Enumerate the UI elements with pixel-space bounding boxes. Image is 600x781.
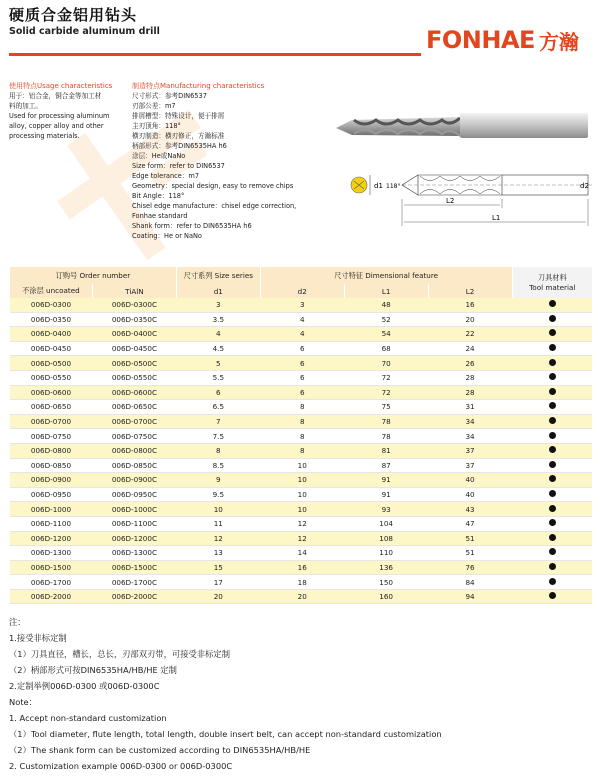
table-cell: 006D-1100	[10, 516, 93, 531]
spec-table	[9, 267, 592, 604]
table-cell: 006D-0650C	[92, 400, 176, 415]
drill-end-view	[351, 177, 367, 193]
table-cell: 81	[344, 443, 428, 458]
tool-material-cell	[512, 443, 592, 458]
table-cell: 006D-0750C	[92, 429, 176, 444]
tool-material-cell	[512, 356, 592, 371]
table-cell: 3.5	[176, 312, 260, 327]
table-cell: 15	[176, 560, 260, 575]
table-cell: 72	[344, 370, 428, 385]
header-L2: L2	[428, 284, 512, 298]
table-cell: 6	[260, 385, 344, 400]
tool-material-cell	[512, 327, 592, 342]
table-cell: 43	[428, 502, 512, 517]
table-cell: 12	[260, 516, 344, 531]
table-cell: 40	[428, 487, 512, 502]
table-cell: 006D-0600C	[92, 385, 176, 400]
mfg-line: Chisel edge manufacture：chisel edge correction,	[132, 202, 297, 210]
table-row	[10, 546, 593, 561]
table-cell: 3	[176, 298, 260, 312]
available-dot-icon	[549, 373, 556, 380]
tool-material-cell	[512, 414, 592, 429]
usage-line: processing materials.	[9, 132, 80, 140]
L2-label: L2	[446, 197, 455, 205]
table-cell: 006D-1000C	[92, 502, 176, 517]
table-cell: 006D-0550	[10, 370, 93, 385]
table-cell: 17	[176, 575, 260, 590]
table-cell: 10	[260, 458, 344, 473]
table-cell: 11	[176, 516, 260, 531]
table-cell: 006D-0900	[10, 473, 93, 488]
header-divider	[9, 53, 421, 56]
table-row	[10, 473, 593, 488]
mfg-line: 排屑槽型：特殊设计，便于排屑	[132, 112, 225, 120]
table-cell: 006D-0750	[10, 429, 93, 444]
header-uncoated: 不涂层 uncoated	[10, 284, 93, 298]
mfg-line: 刃部公差：m7	[132, 102, 176, 110]
table-cell: 006D-1300	[10, 546, 93, 561]
table-cell: 10	[260, 487, 344, 502]
tool-material-cell	[512, 575, 592, 590]
available-dot-icon	[549, 505, 556, 512]
table-cell: 006D-1300C	[92, 546, 176, 561]
table-cell: 93	[344, 502, 428, 517]
table-cell: 8.5	[176, 458, 260, 473]
tool-material-cell	[512, 516, 592, 531]
note-line: 2.定制举例006D-0300 或006D-0300C	[9, 681, 160, 691]
tool-material-en: Tool material	[529, 282, 576, 292]
usage-line: 用于：铝合金，铜合金等加工材	[9, 92, 102, 100]
table-cell: 006D-0900C	[92, 473, 176, 488]
table-cell: 006D-0300	[10, 298, 93, 312]
table-cell: 8	[176, 443, 260, 458]
table-cell: 34	[428, 429, 512, 444]
table-cell: 6.5	[176, 400, 260, 415]
table-cell: 006D-0350C	[92, 312, 176, 327]
available-dot-icon	[549, 402, 556, 409]
mfg-line: Edge tolerance：m7	[132, 172, 200, 180]
header-d2: d2	[260, 284, 344, 298]
table-cell: 75	[344, 400, 428, 415]
mfg-line: Geometry：special design, easy to remove chips	[132, 182, 294, 190]
table-cell: 006D-2000C	[92, 589, 176, 604]
angle-label: 118°	[386, 183, 401, 190]
table-cell: 6	[260, 356, 344, 371]
table-cell: 006D-0950C	[92, 487, 176, 502]
table-row	[10, 502, 593, 517]
note-line: 注：	[9, 617, 26, 627]
table-cell: 47	[428, 516, 512, 531]
brand-logo-cn: 方瀚	[538, 29, 579, 54]
table-cell: 91	[344, 487, 428, 502]
tool-material-cell	[512, 341, 592, 356]
mfg-line: 横刃制造：横刃修正，方瀚标准	[132, 132, 225, 140]
table-cell: 48	[344, 298, 428, 312]
table-cell: 006D-0700	[10, 414, 93, 429]
available-dot-icon	[549, 446, 556, 453]
available-dot-icon	[549, 534, 556, 541]
table-cell: 006D-0500	[10, 356, 93, 371]
table-cell: 52	[344, 312, 428, 327]
available-dot-icon	[549, 432, 556, 439]
table-cell: 34	[428, 414, 512, 429]
table-cell: 3	[260, 298, 344, 312]
table-row	[10, 370, 593, 385]
table-cell: 87	[344, 458, 428, 473]
header-order-number: 订购号 Order number	[10, 267, 177, 284]
table-cell: 006D-0500C	[92, 356, 176, 371]
page-subtitle: Solid carbide aluminum drill	[9, 26, 160, 37]
table-cell: 78	[344, 414, 428, 429]
note-line: 1. Accept non-standard customization	[9, 713, 167, 723]
table-cell: 006D-1500C	[92, 560, 176, 575]
table-cell: 20	[428, 312, 512, 327]
table-cell: 5	[176, 356, 260, 371]
table-cell: 006D-0650	[10, 400, 93, 415]
available-dot-icon	[549, 548, 556, 555]
note-line: 2. Customization example 006D-0300 or 006D-0300C	[9, 761, 233, 771]
mfg-line: Fonhae standard	[132, 212, 188, 220]
d2-label: d2	[580, 182, 589, 190]
table-cell: 26	[428, 356, 512, 371]
manufacturing-title: 制造特点Manufacturing characteristics	[132, 82, 265, 90]
table-row	[10, 560, 593, 575]
table-cell: 006D-1500	[10, 560, 93, 575]
available-dot-icon	[549, 490, 556, 497]
table-row	[10, 298, 593, 312]
table-cell: 16	[260, 560, 344, 575]
table-cell: 4	[176, 327, 260, 342]
table-cell: 14	[260, 546, 344, 561]
table-row	[10, 356, 593, 371]
note-line: （2）The shank form can be customized according to DIN6535HA/HB/HE	[9, 745, 311, 755]
table-cell: 7.5	[176, 429, 260, 444]
table-cell: 110	[344, 546, 428, 561]
table-row	[10, 589, 593, 604]
mfg-line: 尺寸形式：参考DIN6537	[132, 92, 207, 100]
available-dot-icon	[549, 315, 556, 322]
table-cell: 70	[344, 356, 428, 371]
table-row	[10, 327, 593, 342]
table-cell: 4	[260, 312, 344, 327]
table-cell: 8	[260, 414, 344, 429]
available-dot-icon	[549, 461, 556, 468]
tool-material-cell	[512, 312, 592, 327]
brand-logo-word: FONHAE	[426, 26, 535, 54]
table-cell: 160	[344, 589, 428, 604]
table-cell: 10	[176, 502, 260, 517]
table-cell: 006D-1700	[10, 575, 93, 590]
header-tool-material	[512, 267, 592, 298]
table-cell: 006D-1200	[10, 531, 93, 546]
table-cell: 006D-2000	[10, 589, 93, 604]
table-cell: 108	[344, 531, 428, 546]
table-cell: 10	[260, 502, 344, 517]
available-dot-icon	[549, 329, 556, 336]
usage-line: alloy, copper alloy and other	[9, 122, 104, 130]
table-row	[10, 531, 593, 546]
available-dot-icon	[549, 359, 556, 366]
mfg-line: Size form：refer to DIN6537	[132, 162, 225, 170]
table-cell: 8	[260, 429, 344, 444]
table-row	[10, 575, 593, 590]
mfg-line: Shank form：refer to DIN6535HA h6	[132, 222, 252, 230]
table-cell: 28	[428, 370, 512, 385]
table-row	[10, 400, 593, 415]
table-cell: 76	[428, 560, 512, 575]
table-cell: 104	[344, 516, 428, 531]
brand-logo	[426, 25, 579, 55]
tool-material-cell	[512, 502, 592, 517]
tool-material-cell	[512, 589, 592, 604]
available-dot-icon	[549, 417, 556, 424]
mfg-line: Coating：He or NaNo	[132, 232, 202, 240]
table-cell: 22	[428, 327, 512, 342]
table-cell: 006D-0850	[10, 458, 93, 473]
drill-dimension-diagram	[342, 96, 596, 232]
table-cell: 6	[260, 370, 344, 385]
table-cell: 51	[428, 531, 512, 546]
table-cell: 6	[176, 385, 260, 400]
table-cell: 12	[176, 531, 260, 546]
mfg-line: Bit Angle：118°	[132, 192, 185, 200]
table-row	[10, 385, 593, 400]
header-size-series: 尺寸系列 Size series	[176, 267, 260, 284]
table-row	[10, 429, 593, 444]
tool-material-cell	[512, 370, 592, 385]
table-cell: 94	[428, 589, 512, 604]
table-cell: 9	[176, 473, 260, 488]
tool-material-cell	[512, 400, 592, 415]
table-cell: 006D-0450	[10, 341, 93, 356]
tool-material-cn: 刀具材料	[537, 272, 567, 282]
header-dimensional-feature: 尺寸特征 Dimensional feature	[260, 267, 512, 284]
table-row	[10, 516, 593, 531]
available-dot-icon	[549, 563, 556, 570]
table-cell: 006D-1100C	[92, 516, 176, 531]
table-row	[10, 443, 593, 458]
table-row	[10, 341, 593, 356]
table-cell: 006D-0400	[10, 327, 93, 342]
table-cell: 006D-0850C	[92, 458, 176, 473]
note-line: Note：	[9, 697, 37, 707]
table-cell: 9.5	[176, 487, 260, 502]
tool-material-cell	[512, 429, 592, 444]
table-cell: 68	[344, 341, 428, 356]
available-dot-icon	[549, 519, 556, 526]
table-cell: 006D-0800	[10, 443, 93, 458]
note-line: （2）柄部形式可按DIN6535HA/HB/HE 定制	[9, 665, 177, 675]
table-cell: 13	[176, 546, 260, 561]
table-cell: 10	[260, 473, 344, 488]
usage-text	[9, 91, 109, 141]
table-cell: 18	[260, 575, 344, 590]
table-cell: 150	[344, 575, 428, 590]
available-dot-icon	[549, 344, 556, 351]
table-cell: 006D-0300C	[92, 298, 176, 312]
table-cell: 72	[344, 385, 428, 400]
table-cell: 37	[428, 443, 512, 458]
tool-material-cell	[512, 531, 592, 546]
note-line: （1）Tool diameter, flute length, total length, double insert belt, can accept non-standard customization	[9, 729, 442, 739]
table-cell: 006D-0450C	[92, 341, 176, 356]
table-cell: 006D-1000	[10, 502, 93, 517]
tool-material-cell	[512, 298, 592, 312]
table-cell: 78	[344, 429, 428, 444]
header-d1: d1	[176, 284, 260, 298]
mfg-line: 柄部形式：参考DIN6535HA h6	[132, 142, 227, 150]
mfg-line: 主刃顶角：118°	[132, 122, 181, 130]
d1-label: d1	[374, 182, 383, 190]
table-cell: 84	[428, 575, 512, 590]
table-cell: 006D-0350	[10, 312, 93, 327]
table-cell: 40	[428, 473, 512, 488]
tool-material-cell	[512, 560, 592, 575]
page-title: 硬质合金铝用钻头	[9, 6, 138, 24]
table-cell: 24	[428, 341, 512, 356]
table-cell: 20	[176, 589, 260, 604]
table-cell: 12	[260, 531, 344, 546]
table-cell: 51	[428, 546, 512, 561]
table-cell: 006D-0600	[10, 385, 93, 400]
available-dot-icon	[549, 300, 556, 307]
mfg-line: 涂层：He或NaNo	[132, 152, 186, 160]
table-cell: 6	[260, 341, 344, 356]
table-cell: 37	[428, 458, 512, 473]
L1-label: L1	[492, 214, 501, 222]
header-L1: L1	[344, 284, 428, 298]
table-row	[10, 458, 593, 473]
table-cell: 006D-0400C	[92, 327, 176, 342]
table-cell: 5.5	[176, 370, 260, 385]
table-cell: 136	[344, 560, 428, 575]
available-dot-icon	[549, 592, 556, 599]
table-cell: 7	[176, 414, 260, 429]
table-cell: 4.5	[176, 341, 260, 356]
table-cell: 8	[260, 400, 344, 415]
table-cell: 006D-0950	[10, 487, 93, 502]
table-cell: 006D-1700C	[92, 575, 176, 590]
usage-title: 使用特点Usage characteristics	[9, 82, 113, 90]
tool-material-cell	[512, 487, 592, 502]
notes-section	[9, 614, 442, 774]
table-cell: 006D-0550C	[92, 370, 176, 385]
table-cell: 006D-0700C	[92, 414, 176, 429]
table-cell: 54	[344, 327, 428, 342]
table-cell: 4	[260, 327, 344, 342]
table-cell: 20	[260, 589, 344, 604]
available-dot-icon	[549, 578, 556, 585]
manufacturing-text	[132, 91, 296, 241]
header-tialn: TiAlN	[92, 284, 176, 298]
usage-line: Used for processing aluminum	[9, 112, 110, 120]
tool-material-cell	[512, 473, 592, 488]
tool-material-cell	[512, 458, 592, 473]
note-line: （1）刀具直径，槽长，总长，刃部双刃带，可接受非标定制	[9, 649, 230, 659]
available-dot-icon	[549, 475, 556, 482]
table-cell: 31	[428, 400, 512, 415]
table-row	[10, 312, 593, 327]
table-row	[10, 487, 593, 502]
available-dot-icon	[549, 388, 556, 395]
table-cell: 28	[428, 385, 512, 400]
tool-material-cell	[512, 385, 592, 400]
note-line: 1.接受非标定制	[9, 633, 67, 643]
usage-line: 料的加工。	[9, 102, 42, 110]
table-cell: 8	[260, 443, 344, 458]
tool-material-cell	[512, 546, 592, 561]
table-cell: 91	[344, 473, 428, 488]
table-cell: 006D-0800C	[92, 443, 176, 458]
table-cell: 006D-1200C	[92, 531, 176, 546]
table-cell: 16	[428, 298, 512, 312]
table-row	[10, 414, 593, 429]
spec-table-body	[10, 298, 593, 604]
